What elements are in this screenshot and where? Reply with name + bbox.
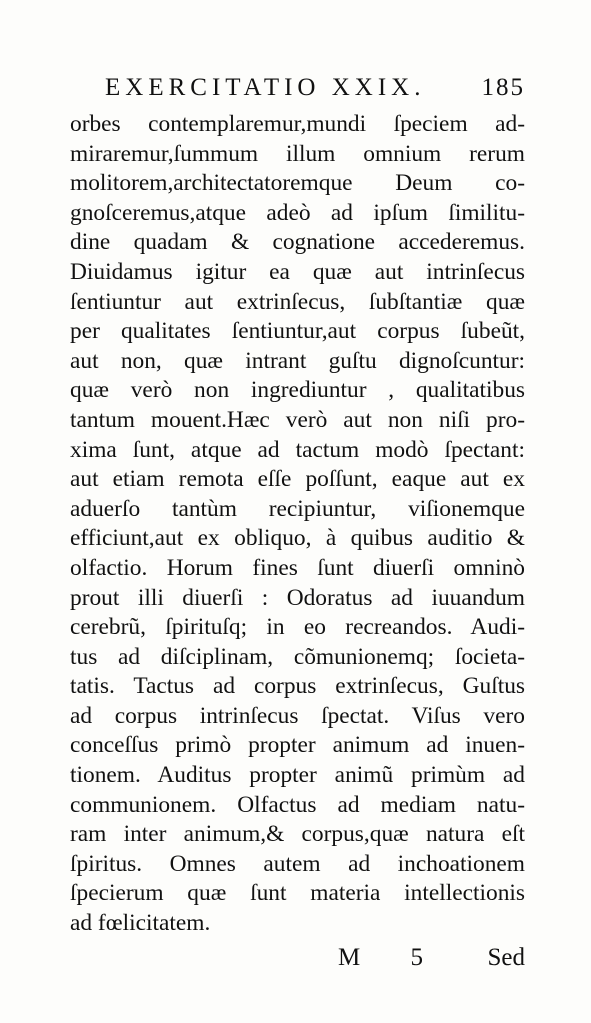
text-line: dine quadam & cognatione accederemus. <box>70 229 525 256</box>
text-line: per qualitates ſentiuntur,aut corpus ſubeũt, <box>70 318 525 345</box>
text-line: ad corpus intrinſecus ſpectat. Viſus vero <box>70 702 525 729</box>
text-line: prout illi diuerſi : Odoratus ad iuuandum <box>70 584 525 611</box>
text-line: tionem. Auditus propter animũ primùm ad <box>70 762 525 789</box>
text-line: tus ad diſciplinam, cõmunionemq; ſocieta- <box>70 643 525 670</box>
text-line: efficiunt,aut ex obliquo, à quibus auditio & <box>70 525 525 552</box>
page-number: 185 <box>481 74 525 101</box>
text-line: ſentiuntur aut extrinſecus, ſubſtantiæ quæ <box>70 288 525 315</box>
text-line: Diuidamus igitur ea quæ aut intrinſecus <box>70 258 525 285</box>
text-line: ad fœlicitatem. <box>70 910 211 937</box>
page-footer <box>70 944 525 978</box>
text-line: orbes contemplaremur,mundi ſpeciem ad- <box>70 111 525 137</box>
running-head-title: EXERCITATIO XXIX. <box>105 74 426 101</box>
text-line: gnoſceremus,atque adeò ad ipſum ſimilitu- <box>70 199 525 226</box>
text-line: olfactio. Horum fines ſunt diuerſi omninò <box>70 554 525 581</box>
catchword: Sed <box>487 944 525 971</box>
text-line: tantum mouent.Hæc verò aut non niſi pro- <box>70 406 525 433</box>
text-line: molitorem,architectatoremque Deum co- <box>70 170 525 197</box>
signature-mark: M 5 <box>338 944 445 971</box>
text-line: aut non, quæ intrant guſtu dignoſcuntur: <box>70 347 525 374</box>
text-line: ſpecierum quæ ſunt materia intellectionis <box>70 880 525 907</box>
text-line: miraremur,ſummum illum omnium rerum <box>70 140 525 167</box>
text-line: quæ verò non ingrediuntur , qualitatibus <box>70 377 525 404</box>
text-line: xima ſunt, atque ad tactum modò ſpectant: <box>70 436 525 463</box>
body-text <box>70 110 525 939</box>
text-line: aut etiam remota eſſe poſſunt, eaque aut ex <box>70 466 525 493</box>
text-line: cerebrũ, ſpirituſq; in eo recreandos. Audi- <box>70 614 525 641</box>
text-line: aduerſo tantùm recipiuntur, viſionemque <box>70 495 525 522</box>
text-line: communionem. Olfactus ad mediam natu- <box>70 791 525 818</box>
running-head <box>105 74 525 108</box>
text-line: ſpiritus. Omnes autem ad inchoationem <box>70 850 525 877</box>
text-line: conceſſus primò propter animum ad inuen- <box>70 732 525 759</box>
text-line: ram inter animum,& corpus,quæ natura eſt <box>70 821 525 848</box>
text-line: tatis. Tactus ad corpus extrinſecus, Guſtus <box>70 673 525 700</box>
